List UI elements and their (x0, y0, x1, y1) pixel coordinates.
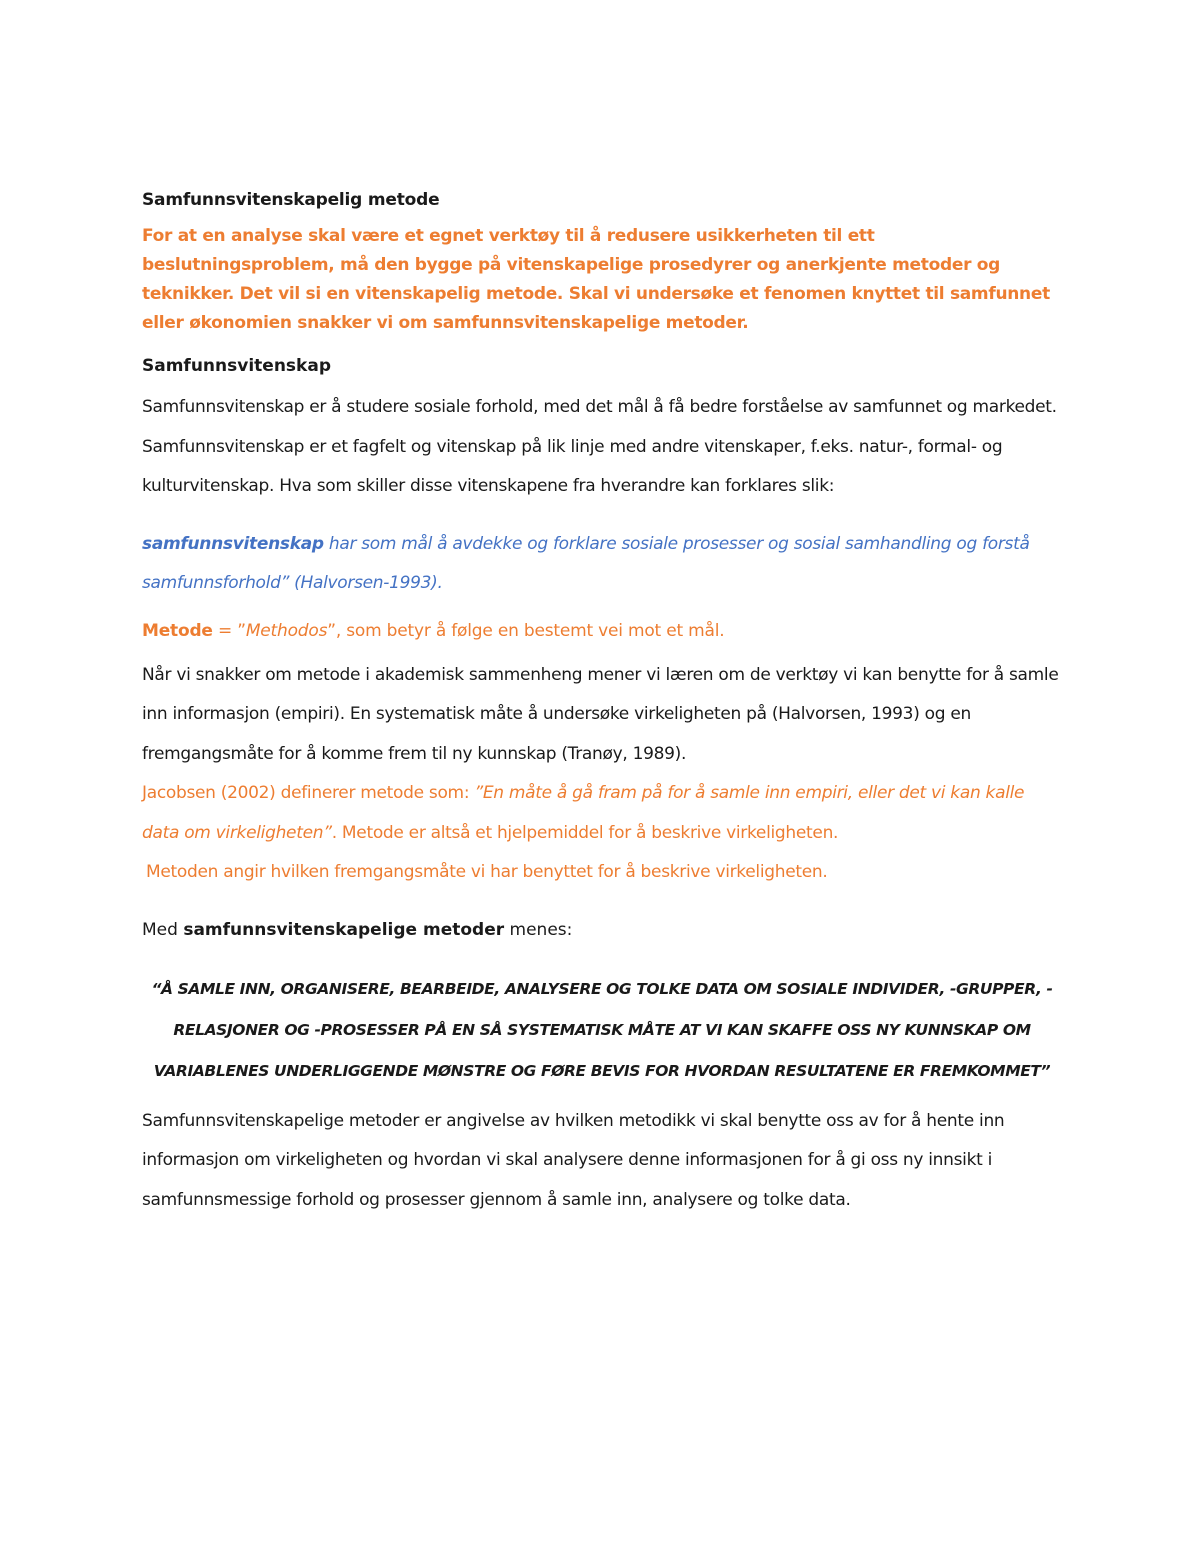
intro-paragraph: For at en analyse skal være et egnet verktøy til å redusere usikkerheten til ett beslutningsproblem, må den bygge på vitenskapelige prosedyrer og anerkjente metoder og teknikker. Det vil si en vitenskapelig metode. Skal vi undersøke et fenomen knyttet til samfunnet eller økonomien snakker vi om samfunnsvitenskapelige metoder. (142, 226, 1050, 333)
jacobsen-prefix: Jacobsen (2002) definerer metode som: (142, 783, 475, 803)
metode-term: Metode (142, 620, 213, 641)
med-suffix: menes: (504, 919, 573, 940)
caps-quote-block: “Å SAMLE INN, ORGANISERE, BEARBEIDE, ANALYSERE OG TOLKE DATA OM SOSIALE INDIVIDER, -GRUPPER, -RELASJONER OG -PROSESSER PÅ EN SÅ SYSTEMATISK MÅTE AT VI KAN SKAFFE OSS NY KUNNSKAP OM VARIABLENES UNDERLIGGENDE MØNSTRE OG FØRE BEVIS FOR HVORDAN RESULTATENE ER FREMKOMMET” (151, 979, 1053, 1080)
metode-equals: = ” (212, 620, 246, 641)
med-line (142, 915, 1062, 945)
quote-term: samfunnsvitenskap (142, 533, 324, 554)
metode-definition (142, 616, 1062, 646)
document-title: Samfunnsvitenskapelig metode (142, 190, 440, 210)
metode-rest: ”, som betyr å følge en bestemt vei mot et mål. (327, 620, 725, 641)
metoden-line: Metoden angir hvilken fremgangsmåte vi har benyttet for å beskrive virkeligheten. (146, 862, 828, 882)
document-content (142, 186, 1062, 1220)
jacobsen-quote: ”En måte å gå fram på for å samle inn empiri, eller det vi kan kalle data om virkeligheten” (142, 783, 1025, 843)
closing-paragraph: Samfunnsvitenskapelige metoder er angivelse av hvilken metodikk vi skal benytte oss av for å hente inn informasjon om virkeligheten og hvordan vi skal analysere denne informasjonen for å gi oss ny innsikt i samfunnsmessige forhold og prosesser gjennom å samle inn, analysere og tolke data. (142, 1110, 1005, 1210)
section-body-paragraph: Samfunnsvitenskap er å studere sosiale forhold, med det mål å få bedre forståelse av samfunnet og markedet. Samfunnsvitenskap er et fagfelt og vitenskap på lik linje med andre vitenskaper, f.eks. natur-, formal- og kulturvitenskap. Hva som skiller disse vitenskapene fra hverandre kan forklares slik: (142, 397, 1057, 496)
med-prefix: Med (142, 919, 184, 940)
jacobsen-rest: . Metode er altså et hjelpemiddel for å beskrive virkeligheten. (331, 822, 839, 843)
quote-rest: har som mål å avdekke og forklare sosiale prosesser og sosial samhandling og forstå samfunnsforhold” (Halvorsen-1993). (142, 533, 1030, 593)
metode-word: Methodos (245, 620, 328, 641)
med-bold: samfunnsvitenskapelige metoder (183, 919, 505, 940)
method-body-paragraph: Når vi snakker om metode i akademisk sammenheng mener vi læren om de verktøy vi kan benytte for å samle inn informasjon (empiri). En systematisk måte å undersøke virkeligheten på (Halvorsen, 1993) og en fremgangsmåte for å komme frem til ny kunnskap (Tranøy, 1989). (142, 664, 1059, 764)
definition-quote (142, 525, 1062, 604)
jacobsen-paragraph (142, 774, 1062, 853)
section-heading: Samfunnsvitenskap (142, 356, 331, 376)
